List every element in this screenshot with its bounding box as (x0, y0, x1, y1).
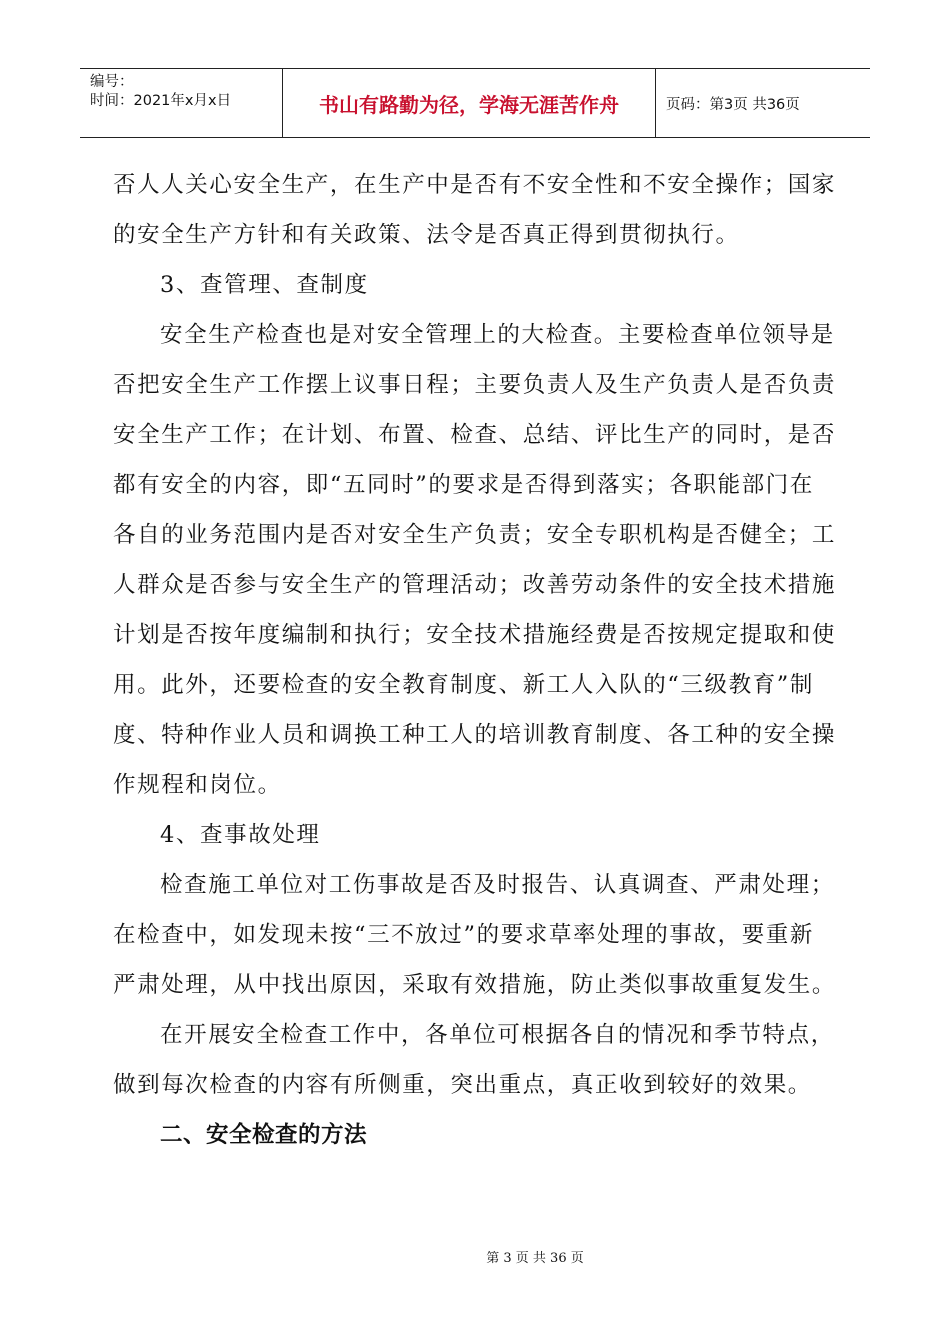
text-line: 安全生产工作；在计划、布置、检查、总结、评比生产的同时，是否 (113, 422, 837, 448)
text-line: 在开展安全检查工作中，各单位可根据各自的情况和季节特点， (160, 1022, 835, 1048)
text-line: 都有安全的内容，即“五同时”的要求是否得到落实；各职能部门在 (113, 472, 815, 498)
time-label: 时间：2021年x月x日 (90, 93, 232, 109)
text-line: 在检查中，如发现未按“三不放过”的要求草率处理的事故，要重新 (113, 922, 815, 948)
section-title: 3、查管理、查制度 (160, 272, 369, 298)
text-line: 的安全生产方针和有关政策、法令是否真正得到贯彻执行。 (113, 222, 740, 248)
chapter-heading: 二、安全检查的方法 (160, 1122, 368, 1148)
document-body (113, 160, 837, 1160)
header-meta (90, 73, 280, 111)
text-line: 人群众是否参与安全生产的管理活动；改善劳动条件的安全技术措施 (113, 572, 837, 598)
header-motto: 书山有路勤为径，学海无涯苦作舟 (319, 92, 619, 117)
document-header (80, 68, 870, 138)
page-footer: 第 3 页 共 36 页 (486, 1251, 584, 1266)
text-line: 作规程和岗位。 (113, 772, 282, 798)
header-divider (655, 69, 656, 137)
text-line: 度、特种作业人员和调换工种工人的培训教育制度、各工种的安全操 (113, 722, 837, 748)
header-page-label: 页码：第3页 共36页 (666, 97, 800, 113)
text-line: 严肃处理，从中找出原因，采取有效措施，防止类似事故重复发生。 (113, 972, 837, 998)
section-title: 4、查事故处理 (160, 822, 321, 848)
text-line: 做到每次检查的内容有所侧重，突出重点，真正收到较好的效果。 (113, 1072, 812, 1098)
text-line: 安全生产检查也是对安全管理上的大检查。主要检查单位领导是 (160, 322, 835, 348)
text-line: 用。此外，还要检查的安全教育制度、新工人入队的“三级教育”制 (113, 672, 815, 698)
text-line: 否人人关心安全生产，在生产中是否有不安全性和不安全操作；国家 (113, 172, 837, 198)
text-line: 检查施工单位对工伤事故是否及时报告、认真调查、严肃处理； (160, 872, 835, 898)
number-label: 编号： (90, 74, 134, 90)
text-line: 各自的业务范围内是否对安全生产负责；安全专职机构是否健全；工 (113, 522, 837, 548)
text-line: 否把安全生产工作摆上议事日程；主要负责人及生产负责人是否负责 (113, 372, 837, 398)
text-line: 计划是否按年度编制和执行；安全技术措施经费是否按规定提取和使 (113, 622, 837, 648)
